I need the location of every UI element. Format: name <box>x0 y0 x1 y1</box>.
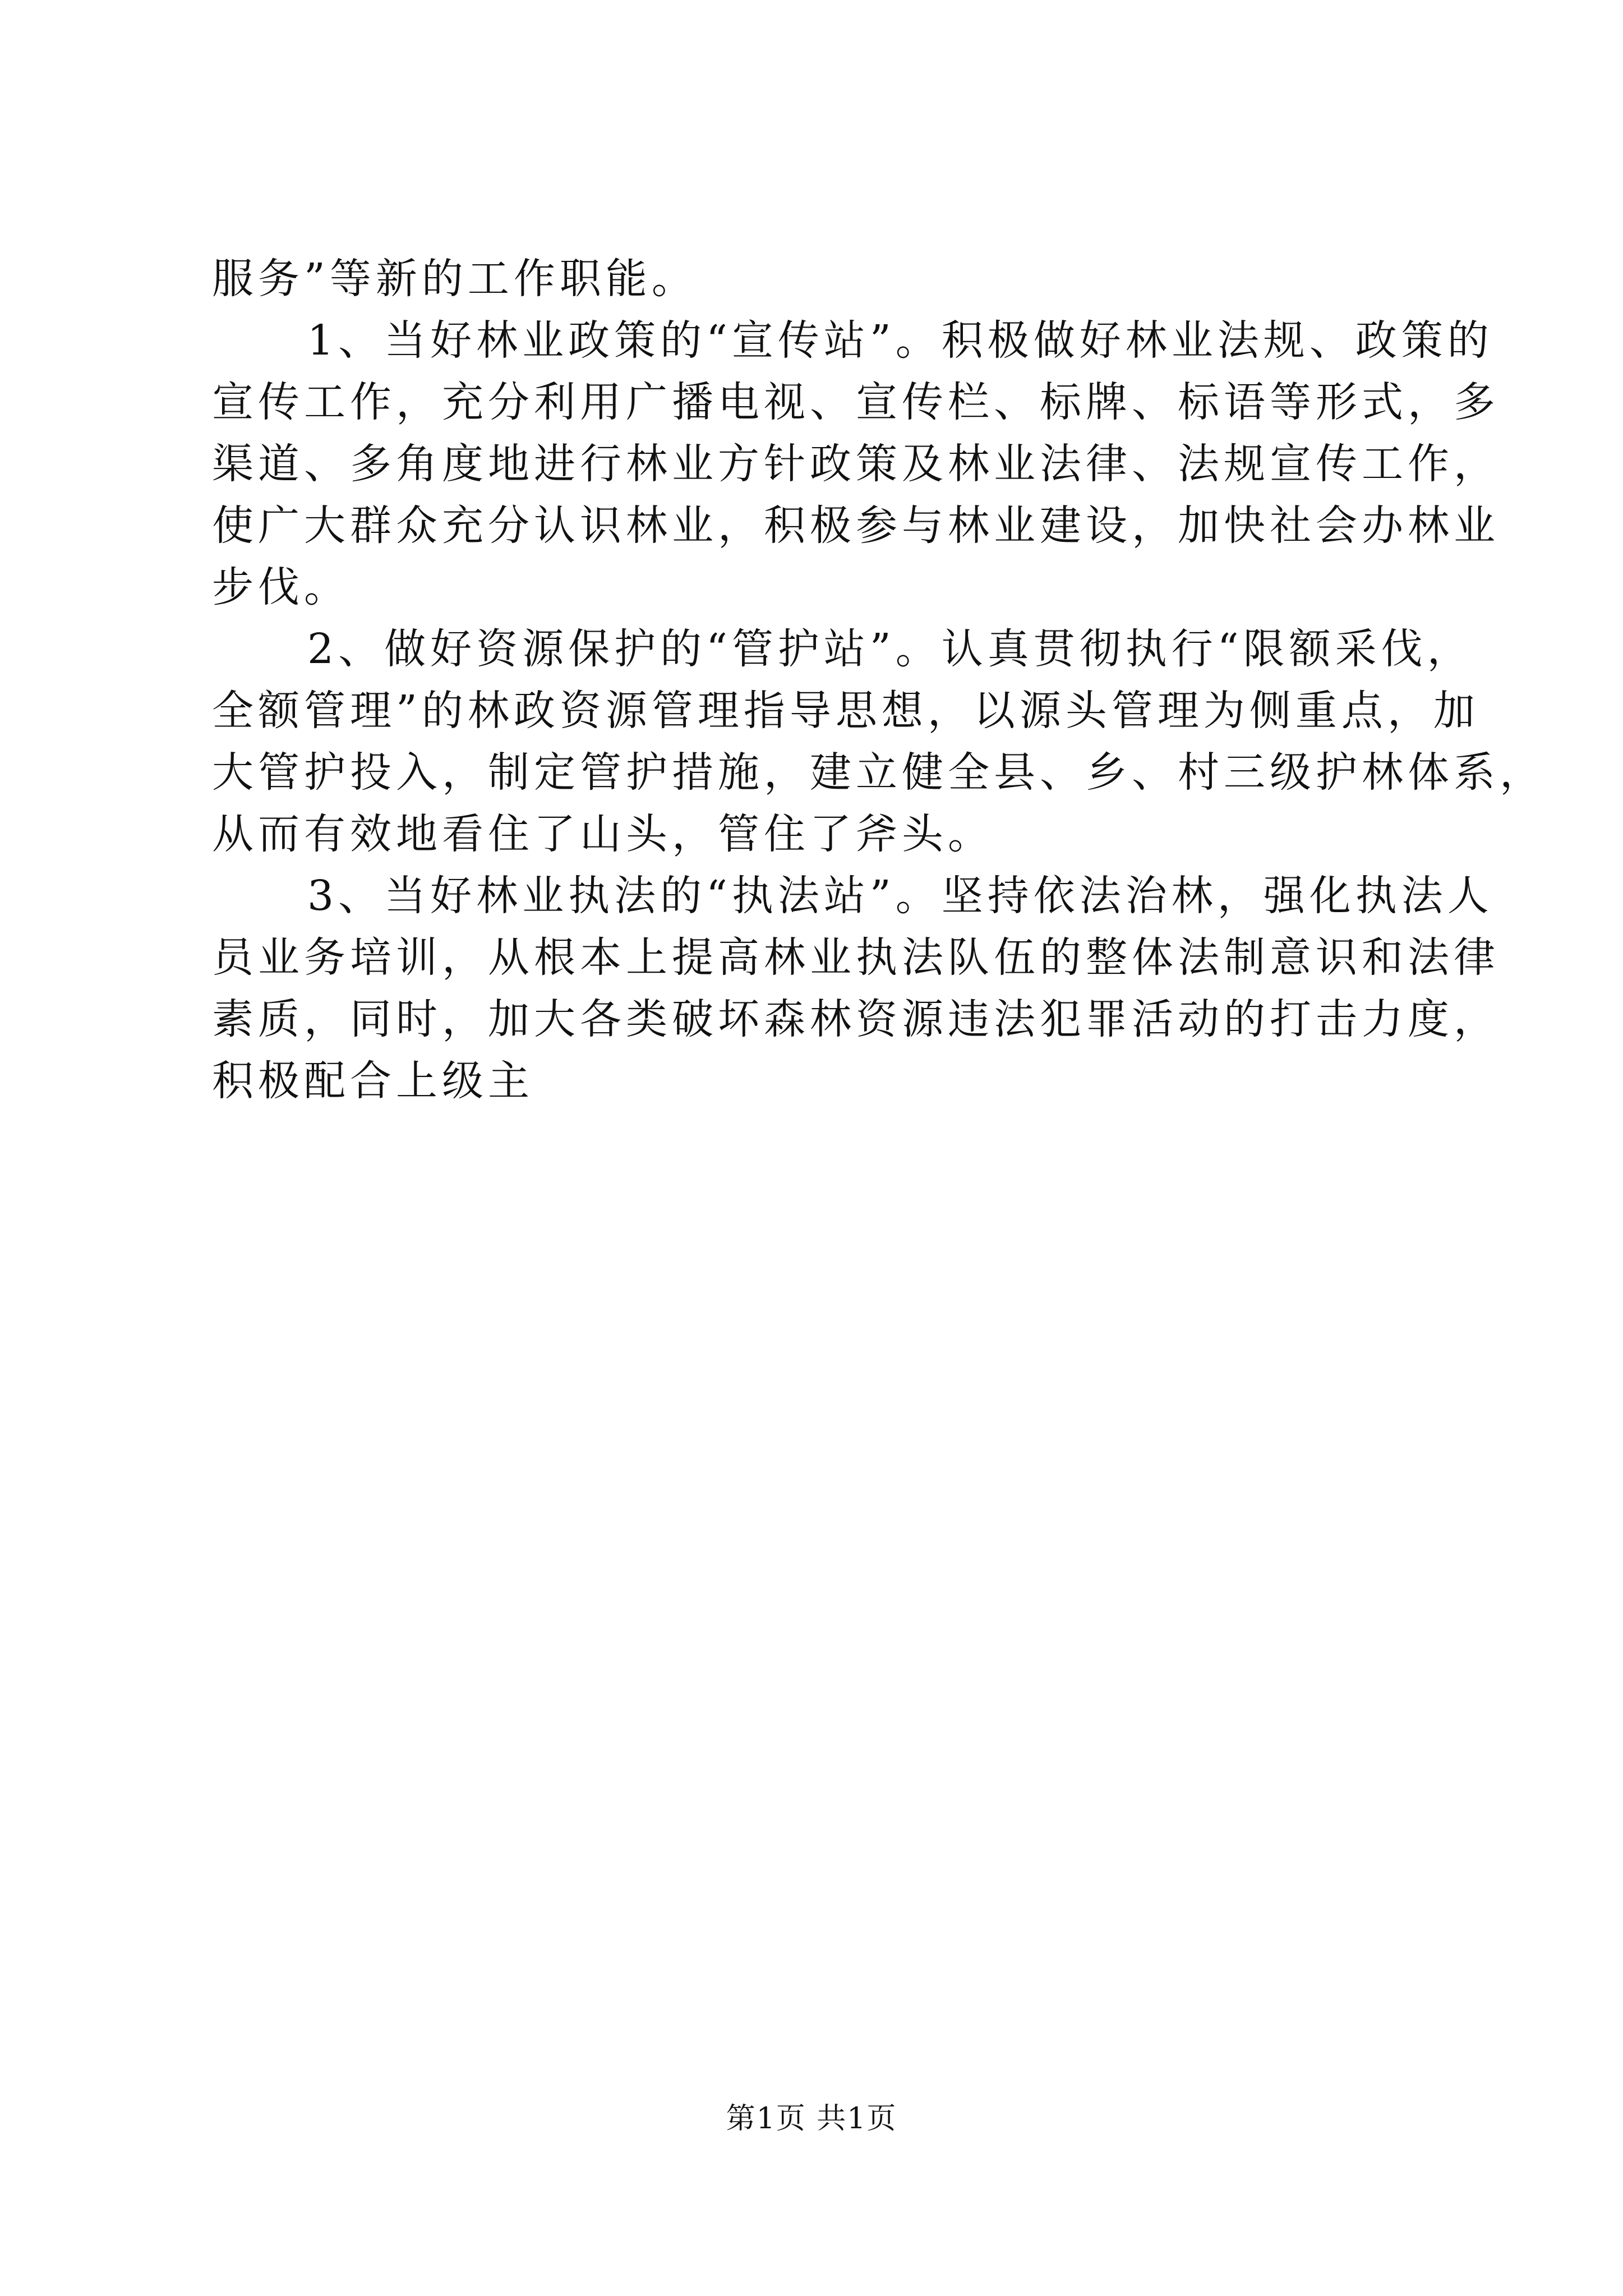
text-line: 积极配合上级主 <box>212 1057 534 1105</box>
text-line: 从而有效地看住了山头，管住了斧头。 <box>212 810 994 858</box>
document-body <box>212 248 1546 1112</box>
text-line: 素质，同时，加大各类破坏森林资源违法犯罪活动的打击力度， <box>212 995 1500 1043</box>
text-line: 员业务培训，从根本上提高林业执法队伍的整体法制意识和法律 <box>212 933 1500 982</box>
text-line: 3、当好林业执法的“执法站”。坚持依法治林，强化执法人 <box>307 872 1493 920</box>
text-line: 渠道、多角度地进行林业方针政策及林业法律、法规宣传工作， <box>212 440 1500 488</box>
text-line: 宣传工作，充分利用广播电视、宣传栏、标牌、标语等形式，多 <box>212 378 1500 426</box>
text-line: 大管护投入，制定管护措施，建立健全县、乡、村三级护林体系， <box>212 748 1546 797</box>
text-line: 使广大群众充分认识林业，积极参与林业建设，加快社会办林业 <box>212 501 1500 550</box>
text-line: 步伐。 <box>212 563 350 611</box>
page-number-label: 第1页 共1页 <box>726 2102 897 2136</box>
text-line: 1、当好林业政策的“宣传站”。积极做好林业法规、政策的 <box>307 316 1493 365</box>
text-line: 2、做好资源保护的“管护站”。认真贯彻执行“限额采伐， <box>307 625 1473 673</box>
page-footer <box>0 2099 1623 2138</box>
text-line: 服务”等新的工作职能。 <box>212 255 698 303</box>
text-line: 全额管理”的林政资源管理指导思想，以源头管理为侧重点，加 <box>212 687 1479 735</box>
